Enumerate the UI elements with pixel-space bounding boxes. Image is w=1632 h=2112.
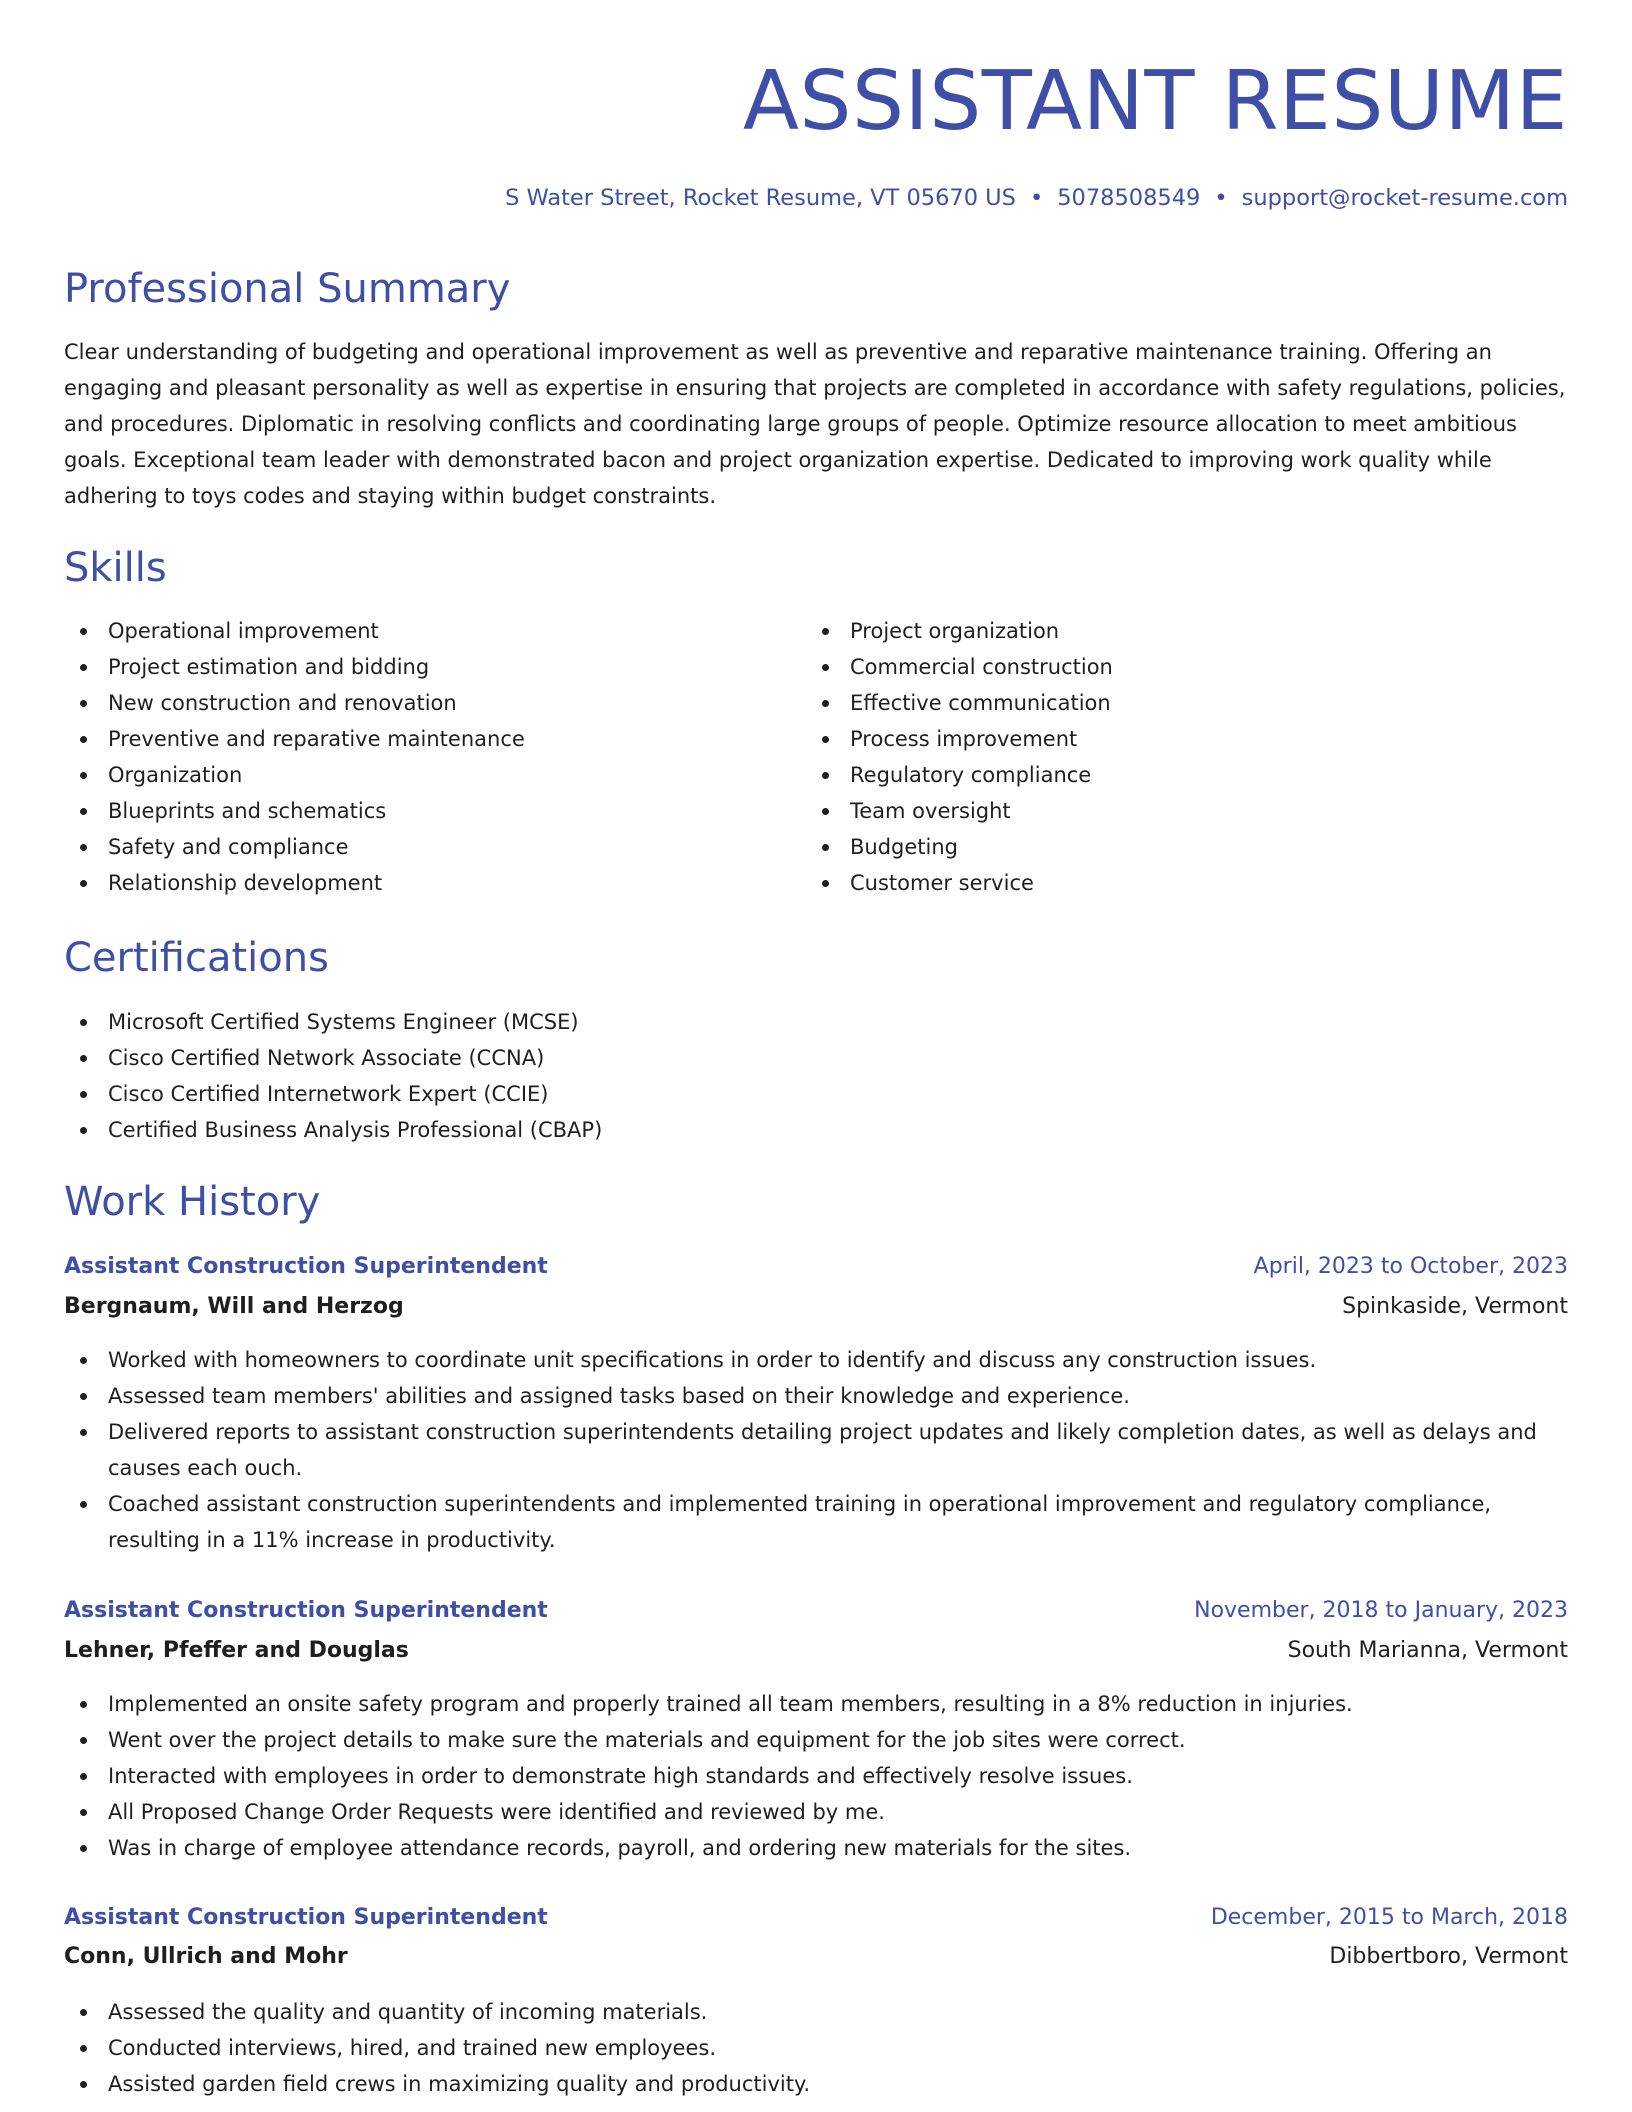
address: S Water Street, Rocket Resume, VT 05670 US: [505, 185, 1016, 211]
list-item: Project organization: [806, 613, 1506, 649]
skills-list-left: [64, 613, 764, 901]
list-item: Cisco Certified Internetwork Expert (CCIE): [64, 1076, 1064, 1112]
separator-dot: •: [1214, 185, 1228, 211]
list-item: All Proposed Change Order Requests were identified and reviewed by me.: [64, 1794, 1568, 1830]
list-item: Relationship development: [64, 865, 764, 901]
contact-line: [505, 180, 1568, 216]
list-item: Cisco Certified Network Associate (CCNA): [64, 1040, 1064, 1076]
list-item: New construction and renovation: [64, 685, 764, 721]
job-location: Spinkaside, Vermont: [1342, 1294, 1568, 1319]
job-title: Assistant Construction Superintendent: [64, 1598, 548, 1623]
work-history-heading: Work History: [64, 1179, 321, 1225]
summary-heading: Professional Summary: [64, 266, 511, 312]
email-link[interactable]: support@rocket-resume.com: [1241, 185, 1568, 211]
summary-text: Clear understanding of budgeting and operational improvement as well as preventive and reparative maintenance training. Offering an engaging and pleasant personality as well as expertise in ensuring that projects are completed in accordance with safety regulations, policies, and procedures. Diplomatic in resolving conflicts and coordinating large groups of people. Optimize resource allocation to meet ambitious goals. Exceptional team leader with demonstrated bacon and project organization expertise. Dedicated to improving work quality while adhering to toys codes and staying within budget constraints.: [64, 340, 1566, 508]
list-item: Commercial construction: [806, 649, 1506, 685]
list-item: Coached assistant construction superintendents and implemented training in operational improvement and regulatory compliance, resulting in a 11% increase in productivity.: [64, 1486, 1568, 1558]
job-title-row: [64, 1900, 1568, 1936]
list-item: Interacted with employees in order to demonstrate high standards and effectively resolve issues.: [64, 1758, 1568, 1794]
list-item: Assessed team members' abilities and assigned tasks based on their knowledge and experience.: [64, 1378, 1568, 1414]
list-item: Budgeting: [806, 829, 1506, 865]
job-location: South Marianna, Vermont: [1287, 1638, 1568, 1663]
job-bullets: [64, 1994, 1568, 2102]
phone-number: 5078508549: [1057, 185, 1201, 211]
list-item: Team oversight: [806, 793, 1506, 829]
job-dates: April, 2023 to October, 2023: [1253, 1254, 1568, 1279]
job-bullets: [64, 1686, 1568, 1866]
job-dates: December, 2015 to March, 2018: [1210, 1905, 1568, 1930]
job-company: Conn, Ullrich and Mohr: [64, 1944, 348, 1969]
list-item: Effective communication: [806, 685, 1506, 721]
list-item: Safety and compliance: [64, 829, 764, 865]
job-company-row: [64, 1633, 1568, 1669]
job-bullets: [64, 1342, 1568, 1558]
list-item: Operational improvement: [64, 613, 764, 649]
list-item: Organization: [64, 757, 764, 793]
job-company-row: [64, 1939, 1568, 1975]
list-item: Conducted interviews, hired, and trained new employees.: [64, 2030, 1568, 2066]
list-item: Implemented an onsite safety program and properly trained all team members, resulting in a 8% reduction in injuries.: [64, 1686, 1568, 1722]
skills-heading: Skills: [64, 545, 167, 591]
separator-dot: •: [1029, 185, 1044, 211]
job-company: Bergnaum, Will and Herzog: [64, 1294, 404, 1319]
job-title: Assistant Construction Superintendent: [64, 1254, 548, 1279]
list-item: Blueprints and schematics: [64, 793, 764, 829]
list-item: Preventive and reparative maintenance: [64, 721, 764, 757]
resume-title: ASSISTANT RESUME: [742, 54, 1568, 149]
list-item: Assessed the quality and quantity of incoming materials.: [64, 1994, 1568, 2030]
job-company-row: [64, 1289, 1568, 1325]
list-item: Microsoft Certified Systems Engineer (MCSE): [64, 1004, 1064, 1040]
job-title-row: [64, 1249, 1568, 1285]
skills-list-right: [806, 613, 1506, 901]
list-item: Project estimation and bidding: [64, 649, 764, 685]
list-item: Was in charge of employee attendance records, payroll, and ordering new materials for the sites.: [64, 1830, 1568, 1866]
list-item: Went over the project details to make sure the materials and equipment for the job sites were correct.: [64, 1722, 1568, 1758]
list-item: Worked with homeowners to coordinate unit specifications in order to identify and discuss any construction issues.: [64, 1342, 1568, 1378]
certifications-heading: Certifications: [64, 935, 329, 981]
certifications-list: [64, 1004, 1064, 1148]
job-title: Assistant Construction Superintendent: [64, 1905, 548, 1930]
list-item: Certified Business Analysis Professional (CBAP): [64, 1112, 1064, 1148]
list-item: Regulatory compliance: [806, 757, 1506, 793]
list-item: Process improvement: [806, 721, 1506, 757]
list-item: Assisted garden field crews in maximizing quality and productivity.: [64, 2066, 1568, 2102]
list-item: Delivered reports to assistant construction superintendents detailing project updates and likely completion dates, as well as delays and causes each ouch.: [64, 1414, 1568, 1486]
job-title-row: [64, 1593, 1568, 1629]
job-dates: November, 2018 to January, 2023: [1194, 1598, 1568, 1623]
job-company: Lehner, Pfeffer and Douglas: [64, 1638, 409, 1663]
list-item: Customer service: [806, 865, 1506, 901]
job-location: Dibbertboro, Vermont: [1329, 1944, 1568, 1969]
